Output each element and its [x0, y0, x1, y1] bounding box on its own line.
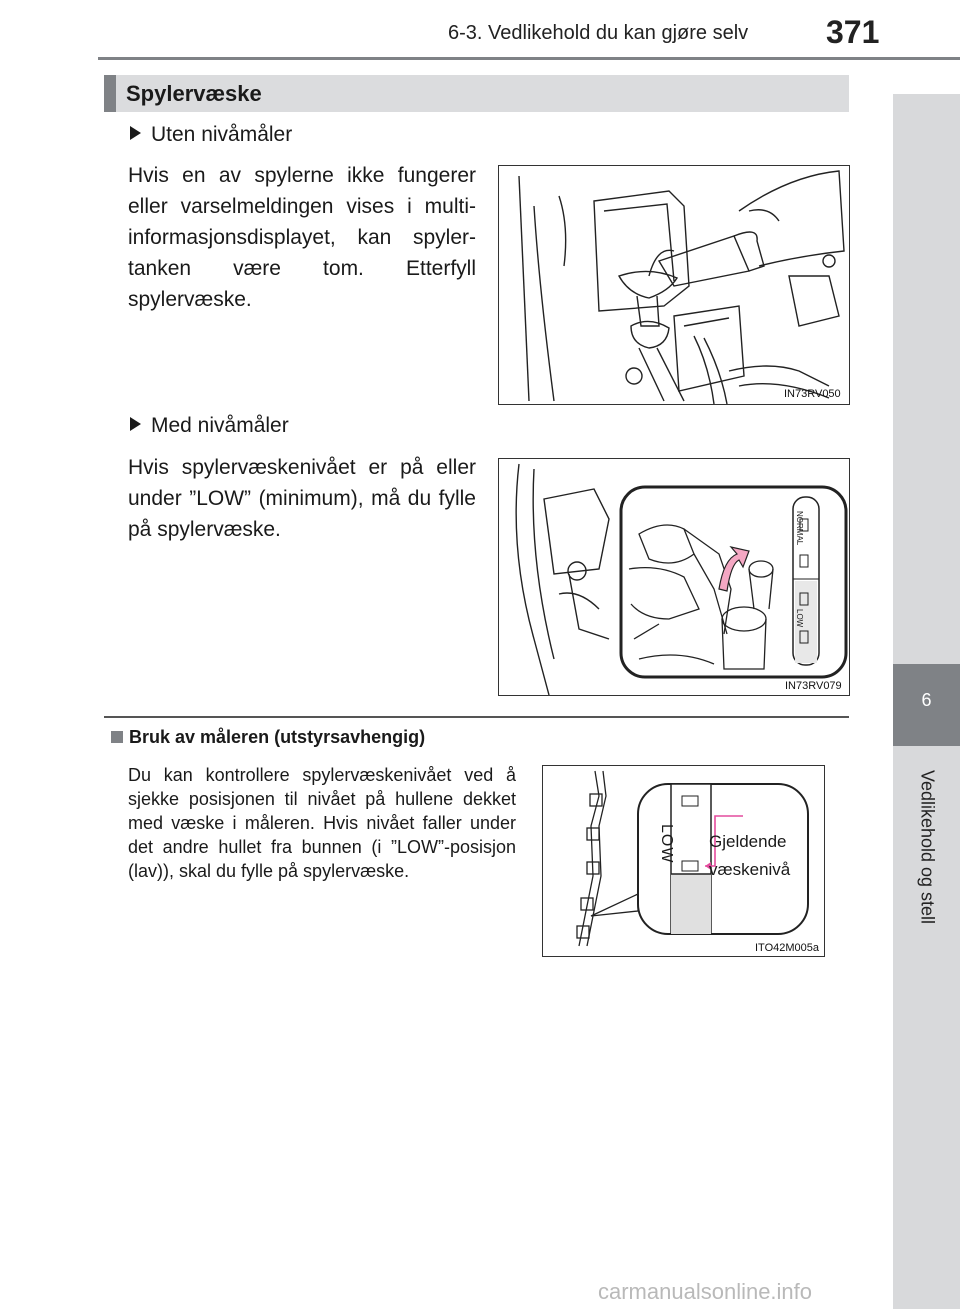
- subheading-without-gauge: [130, 123, 292, 147]
- section-heading-accent: [104, 75, 116, 112]
- gauge-closeup-low-label: LOW: [658, 824, 675, 864]
- subheading-with-gauge: [130, 414, 289, 438]
- paragraph-gauge-info: Du kan kontrollere spylervæskenivået ved å sjekke posisjonen til nivået på hullene dekket med væske i måleren. Hvis nivået faller under det andre hullet fra bunnen (i ”LOW”-posisjon (lav)), skal du fylle på spylervæske.: [128, 765, 516, 881]
- triangle-bullet-icon: [130, 126, 141, 140]
- refill-funnel-illustration: [499, 166, 849, 404]
- chapter-tab-background: [893, 94, 960, 664]
- info-heading: [111, 727, 425, 748]
- chapter-title: Vedlikehold og stell: [917, 769, 938, 925]
- figure-code: IN73RV050: [784, 388, 841, 400]
- paragraph-with-gauge: Hvis spylervæskenivået er på eller under ”LOW” (minimum), må du fylle på spylervæske.: [128, 456, 476, 541]
- level-gauge-illustration: [499, 459, 849, 695]
- triangle-bullet-icon: [130, 417, 141, 431]
- section-heading: Spylervæske: [126, 81, 262, 106]
- callout-label-line1: Gjeldende: [709, 832, 787, 851]
- figure-code: IN73RV079: [785, 680, 842, 692]
- figure-level-gauge: [498, 458, 850, 696]
- header-rule: [98, 57, 960, 60]
- figure-gauge-closeup: [542, 765, 825, 957]
- paragraph-without-gauge: Hvis en av spylerne ikke fungerer eller varselmeldingen vises i multi-informasjonsdisplayet, kan spyler-tanken være tom. Etterfyll spylervæske.: [128, 164, 476, 311]
- figure-code: ITO42M005a: [755, 942, 820, 954]
- gauge-low-label: LOW: [795, 609, 804, 628]
- watermark: carmanualsonline.info: [598, 1279, 813, 1304]
- section-label: 6-3. Vedlikehold du kan gjøre selv: [448, 22, 749, 44]
- page-number: 371: [826, 14, 880, 50]
- figure-refill-funnel: [498, 165, 850, 405]
- gauge-normal-label: NORMAL: [795, 511, 804, 546]
- info-heading-label: Bruk av måleren (utstyrsavhengig): [129, 727, 426, 747]
- callout-label-line2: væskenivå: [709, 860, 791, 879]
- chapter-number: 6: [921, 690, 932, 710]
- subheading-label: Med nivåmåler: [151, 414, 289, 437]
- subheading-label: Uten nivåmåler: [151, 123, 293, 146]
- square-bullet-icon: [111, 731, 123, 743]
- section-divider: [104, 716, 849, 718]
